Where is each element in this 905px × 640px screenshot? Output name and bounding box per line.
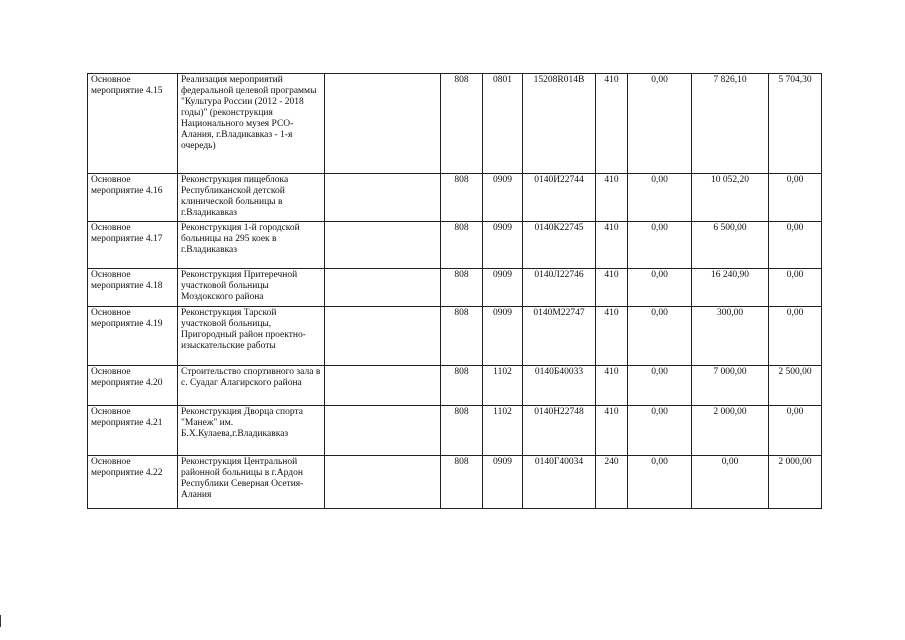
- table-row: [88, 307, 822, 366]
- value-3: 0,00: [769, 222, 822, 269]
- measure-label: Основное мероприятие 4.16: [88, 174, 178, 222]
- measure-label: Основное мероприятие 4.22: [88, 456, 178, 509]
- rz-code: 1102: [483, 366, 523, 406]
- measure-name: Реконструкция Центральной районной больницы в г.Ардон Республики Северная Осетия-Алания: [178, 456, 325, 509]
- value-1: 0,00: [628, 174, 692, 222]
- rz-code: 0909: [483, 456, 523, 509]
- measure-label: Основное мероприятие 4.21: [88, 406, 178, 456]
- measure-name: Реализация мероприятий федеральной целевой программы "Культура России (2012 - 2018 годы)" (реконструкция Национального музея РСО-Алания, г.Владикавказ - 1-я очередь): [178, 74, 325, 174]
- value-3: 0,00: [769, 174, 822, 222]
- cs-code: 0140К22745: [523, 222, 596, 269]
- measure-label: Основное мероприятие 4.19: [88, 307, 178, 366]
- value-1: 0,00: [628, 366, 692, 406]
- value-3: 0,00: [769, 269, 822, 307]
- measure-name: Реконструкция Притеречной участковой больницы Моздокского района: [178, 269, 325, 307]
- measure-label: Основное мероприятие 4.20: [88, 366, 178, 406]
- value-3: 5 704,30: [769, 74, 822, 174]
- value-2: 10 052,20: [692, 174, 769, 222]
- rz-code: 0801: [483, 74, 523, 174]
- table-row: [88, 366, 822, 406]
- gr-code: 808: [441, 456, 483, 509]
- gr-code: 808: [441, 174, 483, 222]
- vr-code: 410: [596, 307, 628, 366]
- value-1: 0,00: [628, 222, 692, 269]
- cs-code: 0140И22744: [523, 174, 596, 222]
- gr-code: 808: [441, 307, 483, 366]
- blank-cell: [325, 269, 441, 307]
- vr-code: 410: [596, 222, 628, 269]
- blank-cell: [325, 456, 441, 509]
- vr-code: 240: [596, 456, 628, 509]
- value-1: 0,00: [628, 269, 692, 307]
- measure-label: Основное мероприятие 4.18: [88, 269, 178, 307]
- blank-cell: [325, 174, 441, 222]
- value-2: 2 000,00: [692, 406, 769, 456]
- gr-code: 808: [441, 269, 483, 307]
- value-2: 6 500,00: [692, 222, 769, 269]
- blank-cell: [325, 74, 441, 174]
- margin-mark: [0, 615, 1, 627]
- value-1: 0,00: [628, 74, 692, 174]
- value-3: 0,00: [769, 307, 822, 366]
- value-2: 7 000,00: [692, 366, 769, 406]
- measure-label: Основное мероприятие 4.15: [88, 74, 178, 174]
- rz-code: 0909: [483, 174, 523, 222]
- cs-code: 0140М22747: [523, 307, 596, 366]
- value-3: 0,00: [769, 406, 822, 456]
- value-3: 2 000,00: [769, 456, 822, 509]
- blank-cell: [325, 222, 441, 269]
- cs-code: 0140Л22746: [523, 269, 596, 307]
- table-body: [88, 74, 822, 509]
- measure-name: Реконструкция 1-й городской больницы на 295 коек в г.Владикавказ: [178, 222, 325, 269]
- value-3: 2 500,00: [769, 366, 822, 406]
- rz-code: 1102: [483, 406, 523, 456]
- vr-code: 410: [596, 269, 628, 307]
- value-2: 300,00: [692, 307, 769, 366]
- table-row: [88, 456, 822, 509]
- measure-name: Реконструкция Тарской участковой больницы, Пригородный район проектно-изыскательские работы: [178, 307, 325, 366]
- measure-name: Реконструкция Дворца спорта "Манеж" им. Б.Х.Кулаева,г.Владикавказ: [178, 406, 325, 456]
- rz-code: 0909: [483, 307, 523, 366]
- blank-cell: [325, 366, 441, 406]
- rz-code: 0909: [483, 269, 523, 307]
- vr-code: 410: [596, 74, 628, 174]
- value-1: 0,00: [628, 307, 692, 366]
- gr-code: 808: [441, 366, 483, 406]
- measure-label: Основное мероприятие 4.17: [88, 222, 178, 269]
- table-row: [88, 174, 822, 222]
- cs-code: 0140Б40033: [523, 366, 596, 406]
- vr-code: 410: [596, 366, 628, 406]
- blank-cell: [325, 406, 441, 456]
- gr-code: 808: [441, 406, 483, 456]
- table-row: [88, 269, 822, 307]
- value-1: 0,00: [628, 406, 692, 456]
- measure-name: Реконструкция пищеблока Республиканской детской клинической больницы в г.Владикавказ: [178, 174, 325, 222]
- value-2: 7 826,10: [692, 74, 769, 174]
- measure-name: Строительство спортивного зала в с. Суадаг Алагирского района: [178, 366, 325, 406]
- rz-code: 0909: [483, 222, 523, 269]
- gr-code: 808: [441, 74, 483, 174]
- vr-code: 410: [596, 406, 628, 456]
- value-2: 16 240,90: [692, 269, 769, 307]
- value-1: 0,00: [628, 456, 692, 509]
- table-row: [88, 222, 822, 269]
- table-row: [88, 74, 822, 174]
- gr-code: 808: [441, 222, 483, 269]
- value-2: 0,00: [692, 456, 769, 509]
- table-row: [88, 406, 822, 456]
- blank-cell: [325, 307, 441, 366]
- cs-code: 0140Г40034: [523, 456, 596, 509]
- cs-code: 15208R014В: [523, 74, 596, 174]
- cs-code: 0140Н22748: [523, 406, 596, 456]
- vr-code: 410: [596, 174, 628, 222]
- budget-table: [87, 73, 822, 509]
